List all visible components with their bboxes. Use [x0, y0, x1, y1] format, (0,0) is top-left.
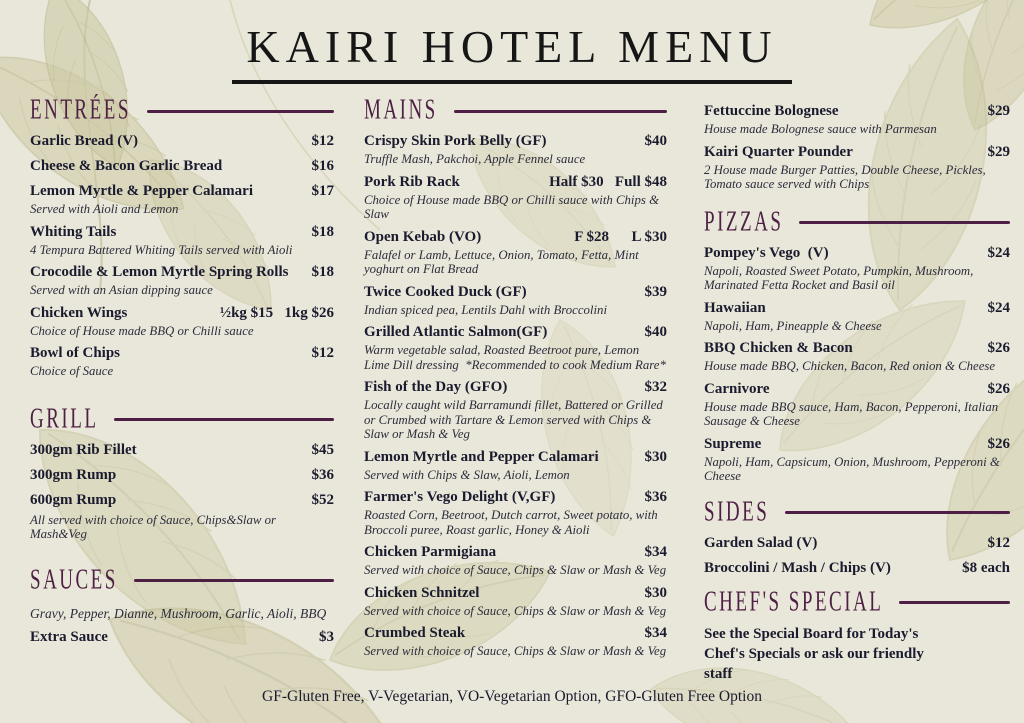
menu-item: [364, 447, 667, 483]
item-name: Farmer's Vego Delight (V,GF): [364, 489, 556, 505]
item-description: Napoli, Ham, Capsicum, Onion, Mushroom, Pepperoni & Cheese: [704, 454, 1000, 483]
item-description: House made Bolognese sauce with Parmesan: [704, 122, 937, 136]
menu-item: [364, 172, 667, 222]
sauces-list: Gravy, Pepper, Dianne, Mushroom, Garlic, Aioli, BBQ: [30, 605, 327, 621]
item-name: Grilled Atlantic Salmon(GF): [364, 324, 548, 340]
item-price: $29: [987, 143, 1010, 160]
item-name: Broccolini / Mash / Chips (V): [704, 559, 891, 576]
section-rule: [899, 601, 1010, 604]
column-middle: [364, 96, 667, 659]
item-name: Supreme: [704, 435, 762, 452]
item-price: $40: [644, 133, 667, 149]
item-description: Served with an Asian dipping sauce: [30, 283, 213, 297]
menu-item: [364, 583, 667, 619]
item-price: $18: [311, 264, 334, 280]
item-price: $45: [311, 441, 334, 458]
column-right: [704, 96, 1010, 684]
item-price: $24: [987, 244, 1010, 261]
item-name: Crispy Skin Pork Belly (GF): [364, 133, 547, 149]
item-description: House made BBQ sauce, Ham, Bacon, Pepperoni, Italian Sausage & Cheese: [704, 399, 999, 428]
item-name: BBQ Chicken & Bacon: [704, 340, 853, 356]
section-header: [704, 498, 1010, 528]
menu-item: [30, 222, 334, 258]
item-name: Chicken Parmigiana: [364, 544, 497, 560]
item-price: ½kg $15 1kg $26: [219, 304, 334, 321]
item-name: Hawaiian: [704, 299, 766, 316]
section-chefs-special: [704, 588, 1010, 684]
item-name: Crumbed Steak: [364, 625, 466, 641]
menu-item: [30, 156, 334, 176]
item-name: Fish of the Day (GFO): [364, 379, 508, 395]
item-price: $36: [644, 489, 667, 505]
section-header: [364, 96, 667, 126]
menu-item: [704, 379, 1010, 429]
item-name: Whiting Tails: [30, 223, 117, 240]
item-price: $17: [311, 183, 334, 199]
menu-item: [704, 533, 1010, 553]
item-price: $36: [311, 466, 334, 483]
item-price: $34: [644, 625, 667, 641]
item-description: Truffle Mash, Pakchoi, Apple Fennel sauce: [364, 152, 586, 166]
item-price: $39: [644, 283, 667, 300]
item-description: Served with choice of Sauce, Chips & Slaw or Mash & Veg: [364, 603, 667, 618]
menu-item: [704, 434, 1010, 484]
section-rule: [147, 110, 334, 113]
menu-item: [364, 131, 667, 167]
menu-item: [364, 322, 667, 372]
item-name: Pork Rib Rack: [364, 173, 460, 190]
item-description: 4 Tempura Battered Whiting Tails served with Aioli: [30, 242, 293, 257]
menu-item: [30, 181, 334, 217]
item-name: Garden Salad (V): [704, 534, 818, 551]
menu-item: [704, 298, 1010, 334]
section-rule: [454, 110, 667, 113]
menu-item: [30, 303, 334, 339]
item-name: Garlic Bread (V): [30, 133, 139, 149]
item-price: $26: [987, 340, 1010, 356]
item-description: Served with choice of Sauce, Chips & Slaw or Mash & Veg: [364, 563, 667, 577]
item-name: Lemon Myrtle and Pepper Calamari: [364, 448, 599, 465]
section-rule: [134, 579, 334, 582]
menu-item: [30, 627, 334, 647]
menu-item: [364, 377, 667, 442]
menu-item: [704, 338, 1010, 374]
item-name: Twice Cooked Duck (GF): [364, 283, 527, 300]
section-title: PIZZAS: [704, 206, 784, 238]
item-name: Extra Sauce: [30, 628, 108, 645]
section-pizzas: [704, 208, 1010, 484]
section-title: SIDES: [704, 496, 770, 528]
section-title: CHEF'S SPECIAL: [704, 586, 884, 618]
section-title: SAUCES: [30, 564, 118, 596]
item-price: $3: [319, 628, 334, 645]
item-price: $24: [987, 299, 1010, 316]
section-entrees: [30, 96, 334, 379]
item-price: $34: [644, 544, 667, 560]
item-name: Bowl of Chips: [30, 345, 121, 361]
item-name: Crocodile & Lemon Myrtle Spring Rolls: [30, 264, 289, 280]
item-description: Falafel or Lamb, Lettuce, Onion, Tomato, Fetta, Mint yoghurt on Flat Bread: [364, 247, 639, 276]
section-rule: [785, 511, 1010, 514]
item-description: Napoli, Roasted Sweet Potato, Pumpkin, Mushroom, Marinated Fetta Rocket and Basil oil: [704, 263, 974, 292]
item-description: House made BBQ, Chicken, Bacon, Red onion & Cheese: [704, 359, 996, 373]
item-description: Served with Aioli and Lemon: [30, 202, 179, 216]
section-title: MAINS: [364, 94, 438, 126]
item-name: Lemon Myrtle & Pepper Calamari: [30, 183, 254, 199]
menu-item: [364, 282, 667, 318]
page-title: KAIRI HOTEL MENU: [232, 20, 791, 84]
item-price: F $28 L $30: [574, 228, 667, 245]
item-description: Indian spiced pea, Lentils Dahl with Broccolini: [364, 302, 607, 317]
menu-item: [364, 227, 667, 277]
item-price: $18: [311, 223, 334, 240]
item-description: Locally caught wild Barramundi fillet, Battered or Grilled or Crumbed with Tartare & Lemon served with Chips & Slaw or Mash & Veg: [364, 398, 663, 441]
item-name: Cheese & Bacon Garlic Bread: [30, 158, 223, 174]
menu-item: [30, 440, 334, 460]
menu-item: [30, 343, 334, 379]
item-price: $52: [311, 491, 334, 508]
item-price: $12: [311, 133, 334, 149]
item-price: $30: [644, 584, 667, 601]
item-description: Napoli, Ham, Pineapple & Cheese: [704, 318, 882, 333]
item-price: Half $30 Full $48: [549, 173, 667, 190]
item-name: 300gm Rib Fillet: [30, 441, 137, 458]
item-price: $29: [987, 103, 1010, 119]
menu-item: [30, 131, 334, 151]
item-name: Chicken Schnitzel: [364, 584, 480, 601]
section-header: [30, 405, 334, 435]
menu-item: [704, 243, 1010, 293]
dietary-legend: GF-Gluten Free, V-Vegetarian, VO-Vegetarian Option, GFO-Gluten Free Option: [262, 688, 762, 705]
item-name: Carnivore: [704, 380, 770, 397]
item-name: 300gm Rump: [30, 466, 117, 483]
item-description: Served with Chips & Slaw, Aioli, Lemon: [364, 467, 570, 482]
section-sauces: [30, 566, 334, 647]
section-title: GRILL: [30, 403, 99, 435]
item-price: $26: [987, 435, 1010, 452]
item-price: $12: [987, 534, 1010, 551]
menu-item: [704, 142, 1010, 192]
menu-header: [0, 20, 1024, 84]
item-price: $40: [644, 324, 667, 340]
section-note: All served with choice of Sauce, Chips&Slaw or Mash&Veg: [30, 512, 276, 541]
item-name: Pompey's Vego (V): [704, 244, 829, 261]
item-name: Open Kebab (VO): [364, 228, 482, 245]
item-description: Roasted Corn, Beetroot, Dutch carrot, Sweet potato, with Broccoli puree, Roast garlic, Honey & Aioli: [364, 508, 658, 537]
item-description: Choice of House made BBQ or Chilli sauce: [30, 323, 254, 338]
section-header: [704, 208, 1010, 238]
item-price: $32: [644, 379, 667, 395]
item-price: $26: [987, 380, 1010, 397]
menu-item: [704, 101, 1010, 137]
item-price: $12: [311, 345, 334, 361]
chefs-special-text: See the Special Board for Today's Chef's Specials or ask our friendly staff: [704, 625, 924, 682]
menu-item: [30, 262, 334, 298]
column-left: [30, 96, 334, 647]
item-description: 2 House made Burger Patties, Double Cheese, Pickles, Tomato sauce served with Chips: [704, 162, 986, 191]
item-description: Choice of Sauce: [30, 364, 114, 378]
menu-item: [704, 558, 1010, 578]
menu-item: [30, 490, 334, 510]
section-grill: [30, 405, 334, 542]
menu-item: [364, 542, 667, 578]
section-sides: [704, 498, 1010, 578]
section-header: [30, 96, 334, 126]
menu-item: [364, 623, 667, 659]
section-rule: [799, 221, 1010, 224]
section-rule: [114, 418, 334, 421]
item-description: Served with choice of Sauce, Chips & Slaw or Mash & Veg: [364, 644, 667, 658]
item-name: Kairi Quarter Pounder: [704, 143, 853, 160]
section-title: ENTRÉES: [30, 94, 131, 126]
item-price: $16: [311, 158, 334, 174]
item-name: Fettuccine Bolognese: [704, 103, 839, 119]
section-header: [704, 588, 1010, 618]
item-price: $8 each: [962, 559, 1010, 576]
menu-item: [30, 465, 334, 485]
section-mains-continued: [704, 101, 1010, 192]
section-mains: [364, 96, 667, 659]
item-name: 600gm Rump: [30, 491, 117, 508]
menu-item: [364, 487, 667, 537]
item-name: Chicken Wings: [30, 304, 128, 321]
item-price: $30: [644, 448, 667, 465]
item-description: Choice of House made BBQ or Chilli sauce with Chips & Slaw: [364, 192, 660, 221]
section-header: [30, 566, 334, 596]
item-description: Warm vegetable salad, Roasted Beetroot pure, Lemon Lime Dill dressing *Recommended to cook Medium Rare*: [364, 343, 666, 372]
